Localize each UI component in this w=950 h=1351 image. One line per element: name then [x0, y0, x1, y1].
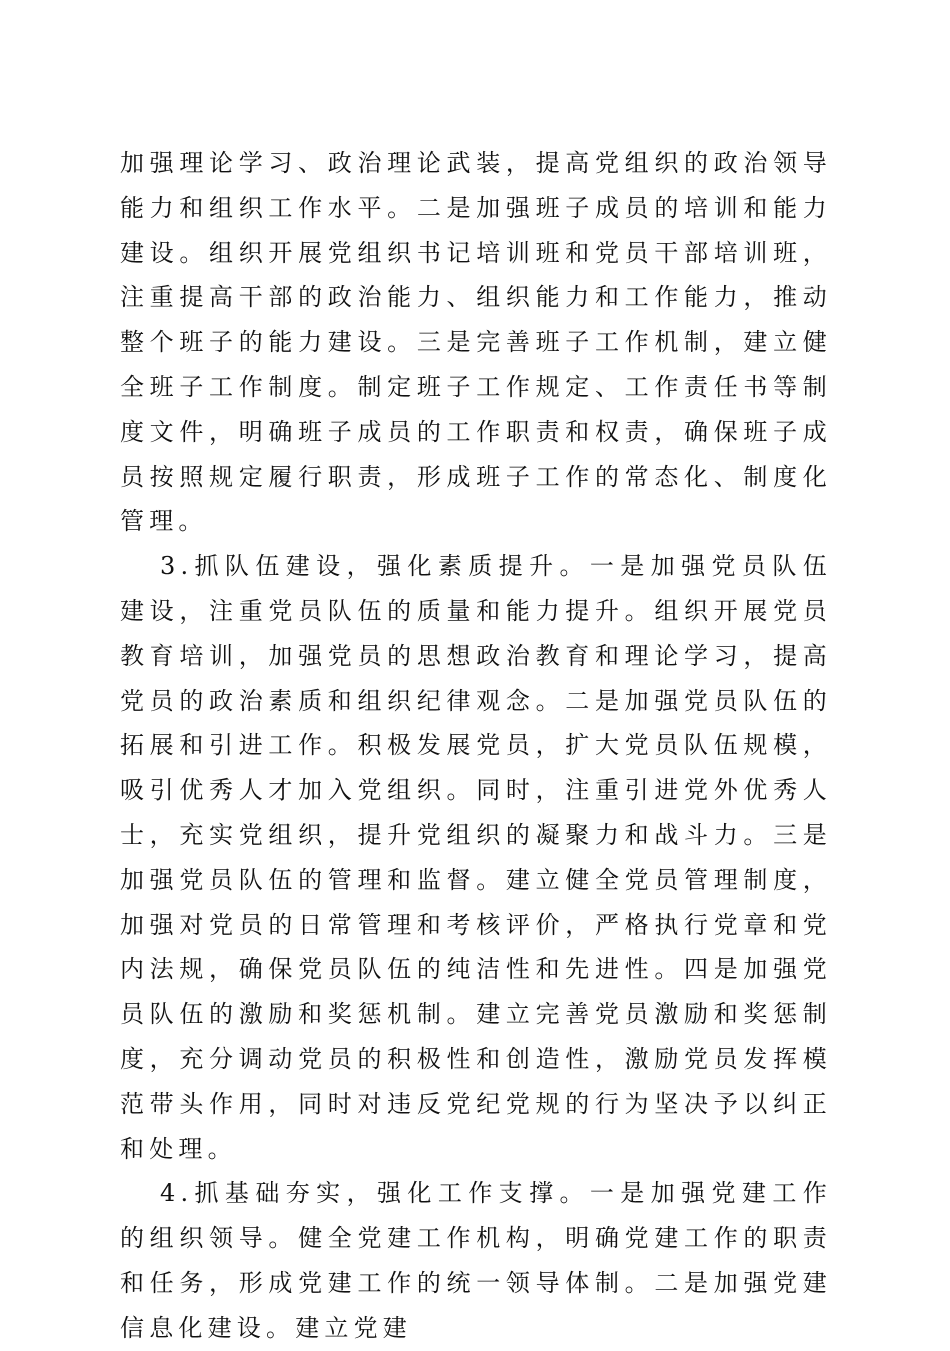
- paragraph-1: 加强理论学习、政治理论武装，提高党组织的政治领导能力和组织工作水平。二是加强班子成员的培训和能力建设。组织开展党组织书记培训班和党员干部培训班，注重提高干部的政治能力、组织能力和工作能力，推动整个班子的能力建设。三是完善班子工作机制，建立健全班子工作制度。制定班子工作规定、工作责任书等制度文件，明确班子成员的工作职责和权责，确保班子成员按照规定履行职责，形成班子工作的常态化、制度化管理。: [120, 149, 832, 536]
- document-body: [120, 141, 832, 1351]
- paragraph-3: 4.抓基础夯实，强化工作支撑。一是加强党建工作的组织领导。健全党建工作机构，明确党建工作的职责和任务，形成党建工作的统一领导体制。二是加强党建信息化建设。建立党建: [120, 1179, 832, 1342]
- paragraph-2: 3.抓队伍建设，强化素质提升。一是加强党员队伍建设，注重党员队伍的质量和能力提升。组织开展党员教育培训，加强党员的思想政治教育和理论学习，提高党员的政治素质和组织纪律观念。二是加强党员队伍的拓展和引进工作。积极发展党员，扩大党员队伍规模，吸引优秀人才加入党组织。同时，注重引进党外优秀人士，充实党组织，提升党组织的凝聚力和战斗力。三是加强党员队伍的管理和监督。建立健全党员管理制度，加强对党员的日常管理和考核评价，严格执行党章和党内法规，确保党员队伍的纯洁性和先进性。四是加强党员队伍的激励和奖惩机制。建立完善党员激励和奖惩制度，充分调动党员的积极性和创造性，激励党员发挥模范带头作用，同时对违反党纪党规的行为坚决予以纠正和处理。: [120, 552, 832, 1163]
